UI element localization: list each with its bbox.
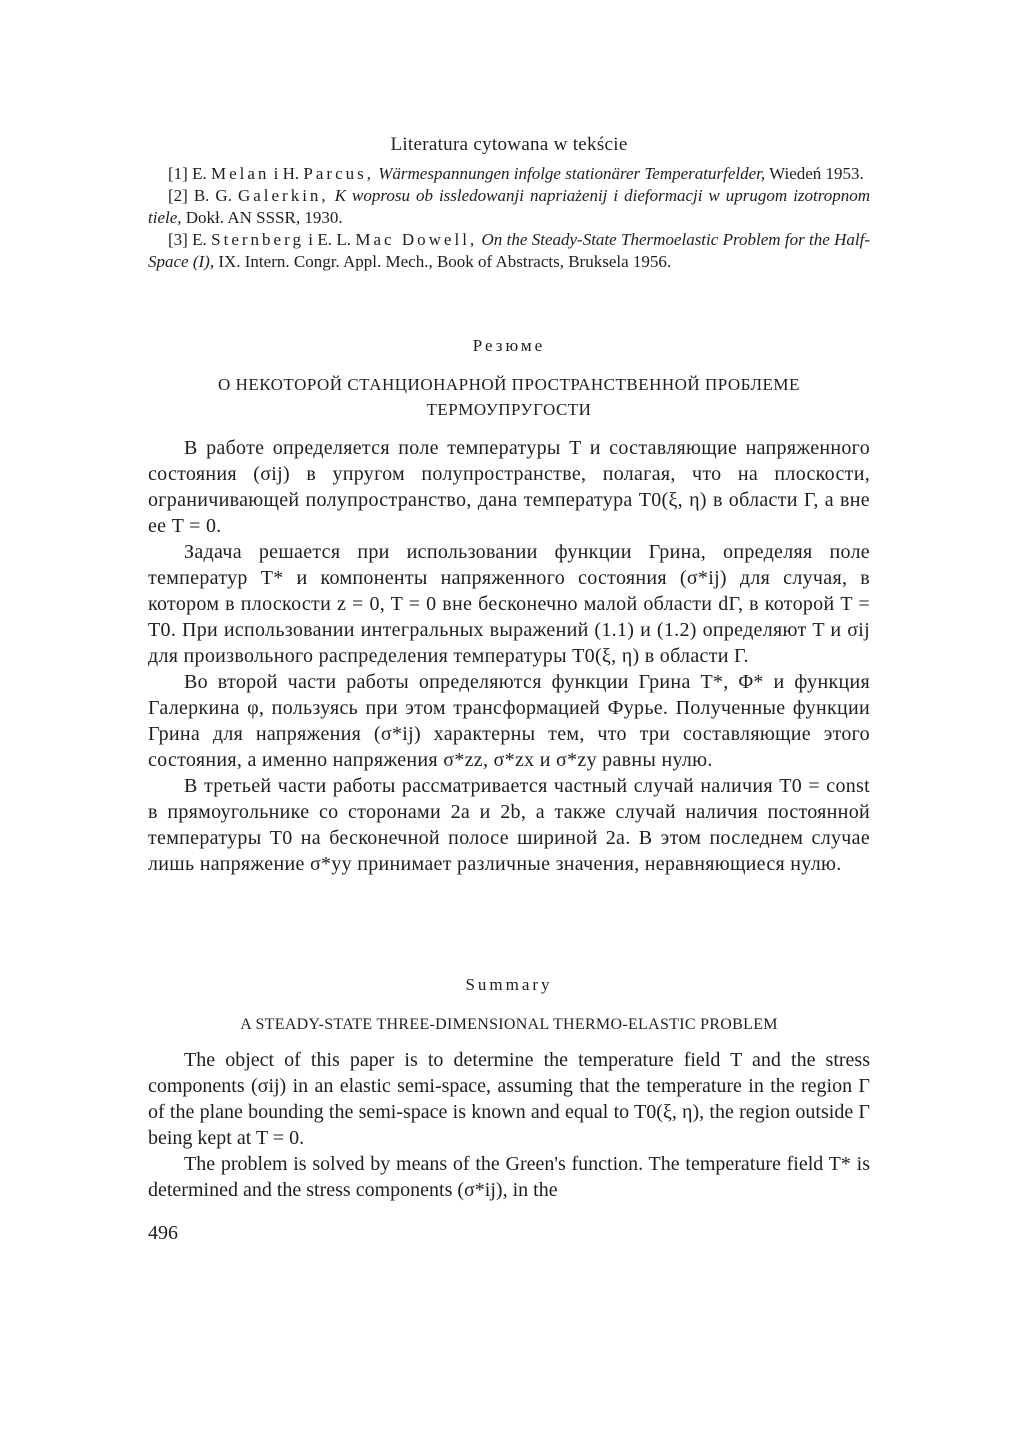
reference-item <box>148 229 870 273</box>
references-heading: Literatura cytowana w tekście <box>390 134 628 155</box>
summary-en-title: A STEADY-STATE THREE-DIMENSIONAL THERMO-ELASTIC PROBLEM <box>240 1016 778 1033</box>
reference-source: Dokł. AN SSSR, 1930. <box>185 208 343 227</box>
reference-number: [2] <box>168 186 188 205</box>
paragraph: Задача решается при использовании функции Грина, определяя поле температур T* и компоненты напряженного состояния (σ*ij) для случая, в котором в плоскости z = 0, T = 0 вне бесконечно малой области dΓ, в которой T = T0. При использовании интегральных выражений (1.1) и (1.2) определяют T и σij для произвольного распределения температуры T0(ξ, η) в области Γ. <box>148 541 870 667</box>
reference-item <box>148 185 870 229</box>
reference-source: IX. Intern. Congr. Appl. Mech., Book of Abstracts, Bruksela 1956. <box>218 252 672 271</box>
paragraph: The problem is solved by means of the Green's function. The temperature field T* is determined and the stress components (σ*ij), in the <box>148 1153 870 1201</box>
reference-initials: H. <box>282 164 300 183</box>
reference-source: Wiedeń 1953. <box>769 164 864 183</box>
reference-author: Sternberg <box>211 230 304 249</box>
reference-author: Galerkin, <box>237 186 329 205</box>
reference-number: [1] <box>168 164 188 183</box>
reference-title: On the Steady-State Thermoelastic Problem for the Half-Space (I), <box>148 230 871 271</box>
reference-author: Mac Dowell, <box>355 230 478 249</box>
paragraph: В работе определяется поле температуры T и составляющие напряженного состояния (σij) в упругом полупространстве, полагая, что на плоскости, ограничивающей полупространство, дана температура T0(ξ, η) в области Γ, а вне ее T = 0. <box>148 437 870 537</box>
summary-ru-body <box>148 435 870 877</box>
reference-initials: E. <box>192 230 207 249</box>
summary-ru-title-line: О НЕКОТОРОЙ СТАНЦИОНАРНОЙ ПРОСТРАНСТВЕННОЙ ПРОБЛЕМЕ <box>218 375 800 394</box>
reference-item <box>148 163 870 185</box>
references-list <box>148 163 870 273</box>
paragraph: В третьей части работы рассматривается частный случай наличия T0 = const в прямоугольнике со сторонами 2a и 2b, а также случай наличия постоянной температуры T0 на бесконечной полосе шириной 2a. В этом последнем случае лишь напряжение σ*yy принимает различные значения, неравняющиеся нулю. <box>148 775 870 875</box>
paragraph: Во второй части работы определяются функции Грина T*, Φ* и функция Галеркина φ, пользуясь при этом трансформацией Фурье. Полученные функции Грина для напряжения (σ*ij) характерны тем, что три составляющие этого состояния, а именно напряжения σ*zz, σ*zx и σ*zy равны нулю. <box>148 671 870 771</box>
reference-initials: E. <box>192 164 207 183</box>
reference-title: Wärmespannungen infolge stationärer Temperaturfelder, <box>378 164 766 183</box>
reference-title: K woprosu ob issledowanji napriażenij i dieformacji w uprugom izotropnom tiele, <box>148 186 871 227</box>
summary-ru-heading: Резюме <box>472 336 546 355</box>
summary-ru-title <box>148 372 870 422</box>
paragraph: The object of this paper is to determine the temperature field T and the stress components (σij) in an elastic semi-space, assuming that the temperature in the region Γ of the plane bounding the semi-space is known and equal to T0(ξ, η), the region outside Γ being kept at T = 0. <box>148 1049 870 1149</box>
summary-ru-title-line: ТЕРМОУПРУГОСТИ <box>426 400 592 419</box>
page-number: 496 <box>148 1222 178 1244</box>
summary-en-body <box>148 1047 870 1203</box>
reference-conjunction: i <box>308 230 314 249</box>
reference-author: Melan <box>210 164 270 183</box>
reference-conjunction: i <box>273 164 279 183</box>
reference-initials: E. L. <box>317 230 351 249</box>
reference-initials: B. G. <box>193 186 232 205</box>
reference-author: Parcus, <box>303 164 374 183</box>
reference-number: [3] <box>168 230 188 249</box>
summary-en-heading: Summary <box>465 975 553 994</box>
